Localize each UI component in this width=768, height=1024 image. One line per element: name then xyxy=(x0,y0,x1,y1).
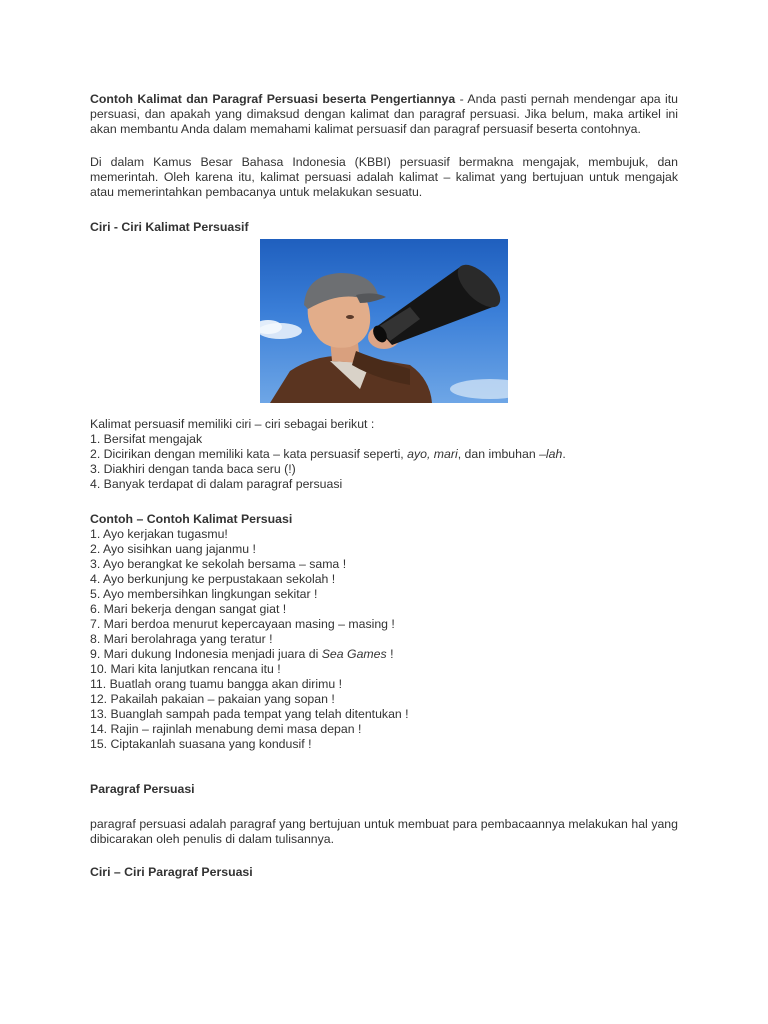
list-item: 12. Pakailah pakaian – pakaian yang sopan ! xyxy=(90,692,335,706)
list-item: 3. Diakhiri dengan tanda baca seru (!) xyxy=(90,462,296,476)
ciri-lead: Kalimat persuasif memiliki ciri – ciri sebagai berikut : xyxy=(90,417,375,431)
heading-ciri-paragraf: Ciri – Ciri Paragraf Persuasi xyxy=(90,865,253,879)
paragraf-definition: paragraf persuasi adalah paragraf yang bertujuan untuk membuat para pembacaannya melakukan hal yang dibicarakan oleh penulis di dalam tulisannya. xyxy=(90,817,678,846)
list-item xyxy=(90,647,678,662)
list-item: 5. Ayo membersihkan lingkungan sekitar ! xyxy=(90,587,318,601)
list-item-emphasis: Sea Games xyxy=(321,647,387,661)
megaphone-photo xyxy=(260,239,508,403)
heading-contoh-kalimat: Contoh – Contoh Kalimat Persuasi xyxy=(90,512,293,526)
list-item-emphasis: –lah xyxy=(539,447,563,461)
list-item: 4. Ayo berkunjung ke perpustakaan sekolah ! xyxy=(90,572,336,586)
list-item: 3. Ayo berangkat ke sekolah bersama – sama ! xyxy=(90,557,347,571)
list-item-text: . xyxy=(562,447,566,461)
list-item: 8. Mari berolahraga yang teratur ! xyxy=(90,632,273,646)
list-item-text: 9. Mari dukung Indonesia menjadi juara di xyxy=(90,647,322,661)
ciri-list xyxy=(90,432,678,492)
list-item: 10. Mari kita lanjutkan rencana itu ! xyxy=(90,662,281,676)
list-item: 11. Buatlah orang tuamu bangga akan dirimu ! xyxy=(90,677,343,691)
list-item-text: , dan imbuhan xyxy=(457,447,540,461)
intro-text: - Anda pasti pernah mendengar apa itu persuasi, dan apakah yang dimaksud dengan kalimat dan paragraf persuasi. Jika belum, maka artikel ini akan membantu Anda dalam memahami kalimat persuasif dan paragraf persuasif beserta contohnya. xyxy=(90,92,678,136)
list-item: 4. Banyak terdapat di dalam paragraf persuasi xyxy=(90,477,343,491)
list-item: 13. Buanglah sampah pada tempat yang telah ditentukan ! xyxy=(90,707,409,721)
list-item-text: 2. Dicirikan dengan memiliki kata – kata persuasif seperti, xyxy=(90,447,408,461)
list-item-text: ! xyxy=(386,647,394,661)
definition-paragraph: Di dalam Kamus Besar Bahasa Indonesia (KBBI) persuasif bermakna mengajak, membujuk, dan memerintah. Oleh karena itu, kalimat persuasi adalah kalimat – kalimat yang bertujuan untuk mengajak atau memerintahkan pembacanya untuk melakukan sesuatu. xyxy=(90,155,678,199)
intro-paragraph xyxy=(90,92,678,137)
list-item: 6. Mari bekerja dengan sangat giat ! xyxy=(90,602,287,616)
list-item: 1. Bersifat mengajak xyxy=(90,432,203,446)
list-item: 7. Mari berdoa menurut kepercayaan masing – masing ! xyxy=(90,617,395,631)
article-title: Contoh Kalimat dan Paragraf Persuasi beserta Pengertiannya xyxy=(90,92,456,106)
list-item: 15. Ciptakanlah suasana yang kondusif ! xyxy=(90,737,312,751)
megaphone-man-icon xyxy=(260,239,508,403)
heading-paragraf-persuasi: Paragraf Persuasi xyxy=(90,782,195,796)
article-body xyxy=(90,92,678,880)
list-item xyxy=(90,447,678,462)
contoh-list xyxy=(90,527,678,752)
list-item: 2. Ayo sisihkan uang jajanmu ! xyxy=(90,542,256,556)
list-item: 1. Ayo kerjakan tugasmu! xyxy=(90,527,228,541)
list-item-emphasis: ayo, mari xyxy=(407,447,458,461)
heading-ciri-kalimat: Ciri - Ciri Kalimat Persuasif xyxy=(90,220,249,234)
list-item: 14. Rajin – rajinlah menabung demi masa depan ! xyxy=(90,722,362,736)
